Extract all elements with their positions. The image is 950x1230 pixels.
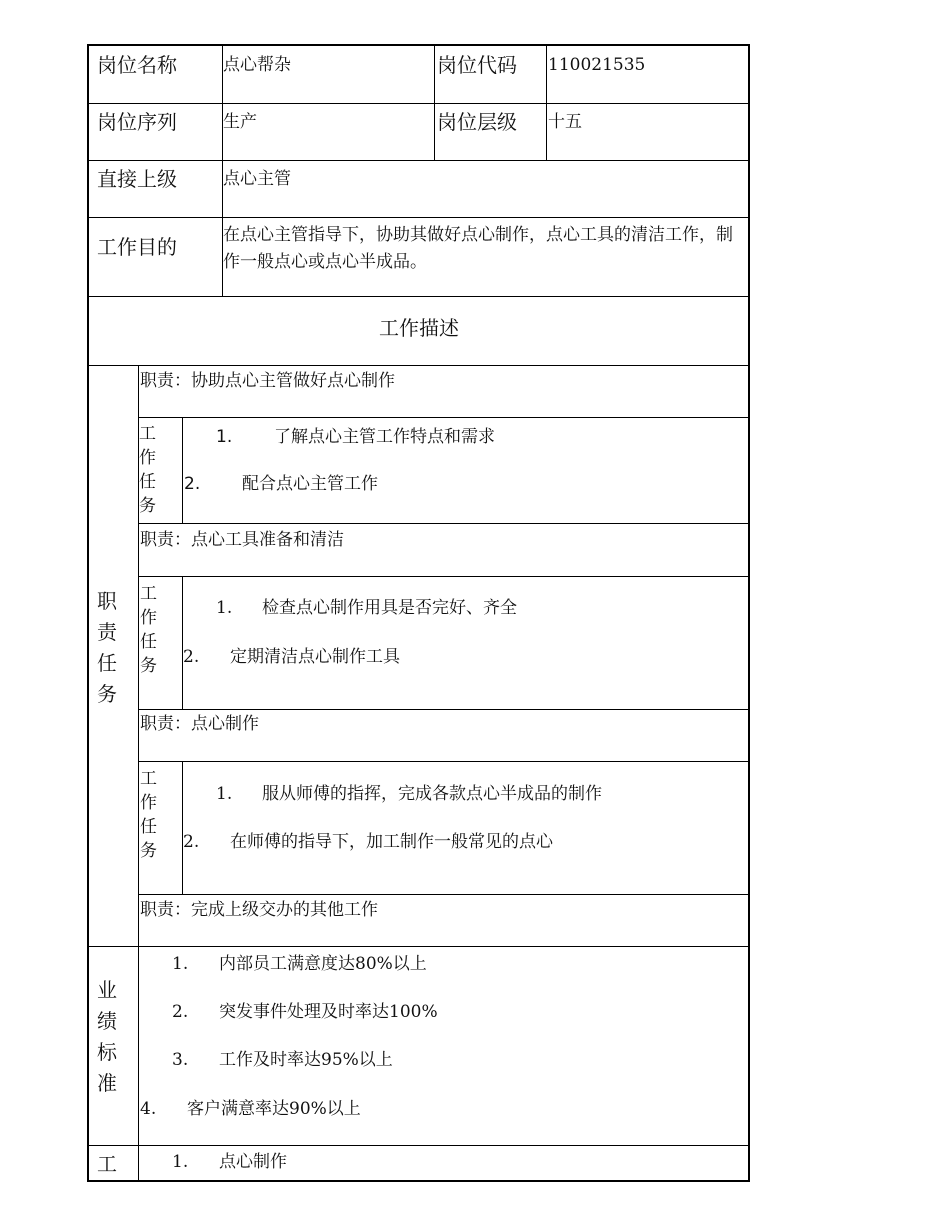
task-text: 在师傅的指导下，加工制作一般常见的点心 [230,832,553,852]
task-label: 工作任务 [140,584,157,676]
task-text: 了解点心主管工作特点和需求 [274,427,495,447]
post-name-label: 岗位名称 [97,53,177,77]
duty-title: 职责：协助点心主管做好点心制作 [140,371,395,391]
perf-num: 1. [172,954,189,974]
perf-num: 3. [172,1050,189,1070]
perf-num: 2. [172,1002,189,1022]
task-text: 检查点心制作用具是否完好、齐全 [262,598,517,618]
col-divider [182,762,183,895]
work-text: 点心制作 [219,1152,287,1172]
post-code-value: 110021535 [548,55,646,75]
task-num: 2. [183,647,200,667]
task-num: 1. [216,598,233,618]
col-divider [182,418,183,524]
duty-title: 职责：完成上级交办的其他工作 [140,900,378,920]
row-divider [138,417,750,418]
description-title: 工作描述 [379,316,459,340]
row-divider [138,761,750,762]
duty-title: 职责：点心制作 [140,714,259,734]
performance-label: 业绩标准 [97,978,117,1095]
task-num: 1. [216,427,233,447]
series-label: 岗位序列 [97,110,177,134]
perf-num: 4. [140,1099,157,1119]
table-border-top [88,44,750,46]
post-name-value: 点心帮杂 [223,55,291,75]
series-value: 生产 [223,112,257,132]
col-divider [434,44,435,161]
row-divider [88,1145,750,1146]
row-divider [88,946,750,947]
table-border-left [87,44,89,1182]
task-num: 2. [183,832,200,852]
level-label: 岗位层级 [437,110,517,134]
perf-text: 工作及时率达95%以上 [219,1050,393,1070]
row-divider [138,894,750,895]
task-text: 配合点心主管工作 [242,474,378,494]
purpose-value: 在点心主管指导下，协助其做好点心制作，点心工具的清洁工作，制作一般点心或点心半成品。 [223,225,733,272]
table-border-right [748,44,750,1182]
task-num: 2. [184,474,201,494]
perf-text: 客户满意率达90%以上 [187,1099,361,1119]
level-value: 十五 [548,112,582,132]
row-divider [138,523,750,524]
superior-value: 点心主管 [223,169,291,189]
row-divider [88,217,750,218]
purpose-label: 工作目的 [97,235,177,259]
row-divider [138,709,750,710]
perf-text: 突发事件处理及时率达100% [219,1002,438,1022]
work-content-label: 工 [97,1152,117,1176]
row-divider [138,576,750,577]
col-divider [182,577,183,710]
perf-text: 内部员工满意度达80%以上 [219,954,427,974]
row-divider [88,296,750,297]
task-text: 服从师傅的指挥，完成各款点心半成品的制作 [262,784,602,804]
task-label: 工作任务 [140,769,157,861]
duty-title: 职责：点心工具准备和清洁 [140,530,344,550]
task-label-clip [139,418,181,523]
table-border-bottom [88,1180,750,1182]
task-text: 定期清洁点心制作工具 [230,647,400,667]
task-num: 1. [216,784,233,804]
superior-label: 直接上级 [97,167,177,191]
duties-section-label: 职责任务 [97,589,117,706]
task-label: 工作任务 [139,424,156,516]
post-code-label: 岗位代码 [437,53,517,77]
work-num: 1. [172,1152,189,1172]
col-divider [546,44,547,161]
row-divider [88,160,750,161]
row-divider [88,365,750,366]
row-divider [88,103,750,104]
